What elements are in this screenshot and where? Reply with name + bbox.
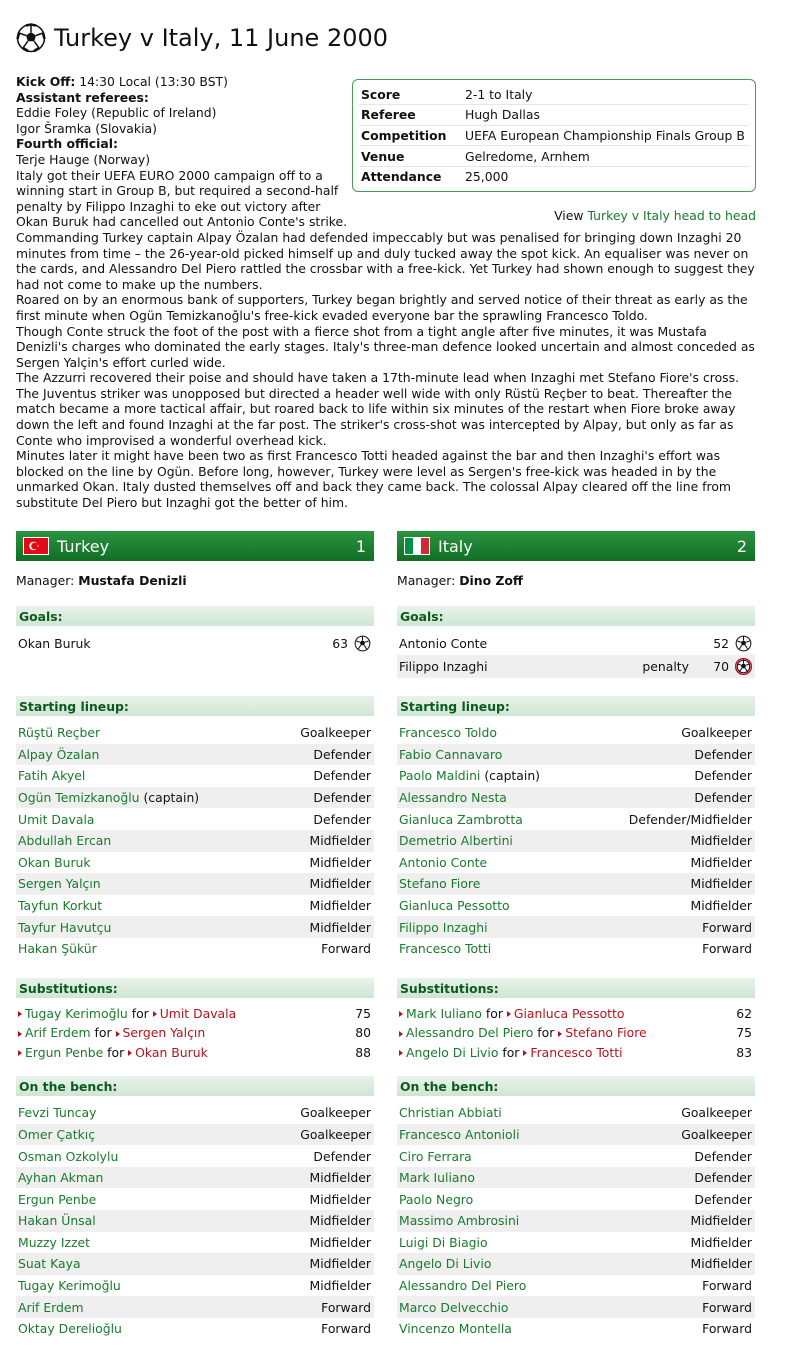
info-key: Competition: [359, 125, 463, 146]
goal-row: [397, 632, 755, 655]
manager-name: Mustafa Denizli: [78, 573, 187, 588]
bench-row: [16, 1167, 374, 1189]
lineup-row: [16, 744, 374, 766]
assistants-label: Assistant referees:: [16, 89, 149, 105]
sub-for-label: for: [537, 1025, 555, 1041]
lineup-header: Starting lineup:: [16, 696, 374, 716]
goal-minute: 63: [332, 636, 348, 651]
sub-minute: 88: [355, 1044, 371, 1060]
team-score: 1: [355, 536, 366, 556]
player-link[interactable]: Ciro Ferrara: [399, 1148, 472, 1164]
arrow-right-icon: [18, 1031, 22, 1037]
sub-on-link[interactable]: Mark Iuliano: [406, 1005, 482, 1021]
sub-on-link[interactable]: Alessandro Del Piero: [406, 1025, 534, 1041]
arrow-right-icon: [18, 1050, 22, 1056]
h2h-prefix: View: [554, 208, 584, 223]
bench-row: [397, 1167, 755, 1189]
player-link[interactable]: Umit Davala: [18, 811, 95, 827]
player-position: Midfielder: [309, 919, 371, 935]
player-position: Forward: [321, 1299, 371, 1315]
lineup-row: [397, 808, 755, 830]
player-link[interactable]: Hakan Ünsal: [18, 1213, 96, 1229]
player-link[interactable]: Tayfun Korkut: [18, 898, 103, 914]
player-link[interactable]: Sergen Yalçın: [18, 876, 101, 892]
manager-label: Manager:: [397, 573, 456, 588]
player-position: Defender: [313, 768, 371, 784]
player-position: Midfielder: [690, 833, 752, 849]
goal-scorer: Antonio Conte: [399, 636, 488, 651]
bench-row: [16, 1253, 374, 1275]
bench-row: [397, 1210, 755, 1232]
goal-row: [397, 655, 755, 678]
player-position: Defender: [694, 746, 752, 762]
team-name: Italy: [438, 536, 473, 556]
player-link[interactable]: Fatih Akyel: [18, 768, 86, 784]
manager-label: Manager:: [16, 573, 75, 588]
report-paragraph: Roared on by an enormous bank of supporters, Turkey began brightly and served notice of their threat as early as the first minute when Ogün Temizkanoğlu's free-kick evaded everyone bar the sprawling Francesco Toldo.: [16, 292, 748, 323]
substitution-row: [16, 1043, 374, 1063]
football-icon: [16, 23, 46, 53]
info-key: Score: [359, 84, 463, 105]
player-position: Goalkeeper: [300, 725, 371, 741]
lineup-row: [397, 938, 755, 960]
sub-for-label: for: [131, 1005, 149, 1021]
report-paragraph: The Azzurri recovered their poise and should have taken a 17th-minute lead when Inzaghi met Stefano Fiore's cross. The Juventus striker was unopposed but directed a header well wide with only Rüstü Reçber to beat. Thereafter the match became a more tactical affair, but roared back to life within six minutes of the restart when Fiore broke away down the left and found Inzaghi at the far post. The striker's cross-shot was intercepted by Alpay, but only as far as Conte who improvised a wonderful overhead kick.: [16, 370, 740, 448]
player-position: Defender: [313, 790, 371, 806]
report-paragraph: Commanding Turkey captain Alpay Özalan had defended impeccably but was penalised for bringing down Inzaghi 20 minutes from time – the 26-year-old picked himself up and duly tucked away the spot kick. An equaliser was never on the cards, and Alessandro Del Piero rattled the crossbar with a free-kick. Yet Turkey had shown enough to suggest they had not come to make up the numbers.: [16, 229, 755, 292]
lineup-row: [16, 895, 374, 917]
player-link[interactable]: Tugay Kerimoğlu: [18, 1278, 121, 1294]
goal-note: penalty: [642, 659, 689, 674]
assistant-referee-1: Eddie Foley (Republic of Ireland): [16, 105, 217, 121]
player-link[interactable]: Francesco Totti: [399, 941, 492, 957]
info-value: 2-1 to Italy: [463, 84, 749, 105]
player-position: Midfielder: [309, 1234, 371, 1250]
player-extra: (captain): [139, 790, 200, 806]
lineup-row: [397, 765, 755, 787]
player-position: Defender: [313, 1148, 371, 1164]
goal-minute: 70: [713, 659, 729, 674]
italy-flag-icon: [404, 537, 430, 555]
bench-row: [397, 1253, 755, 1275]
bench-row: [16, 1102, 374, 1124]
player-position: Midfielder: [690, 1213, 752, 1229]
bench-list: [16, 1102, 374, 1340]
player-link[interactable]: Alessandro Del Piero: [399, 1278, 527, 1294]
report-paragraph: Italy got their UEFA EURO 2000 campaign off to a winning start in Group B, but required a second-half penalty by Filippo Inzaghi to eke out victory after Okan Buruk had cancelled out Antonio Conte's strike.: [16, 167, 348, 230]
player-link[interactable]: Ergun Penbe: [18, 1191, 97, 1207]
player-position: Midfielder: [309, 1191, 371, 1207]
player-position: Defender: [313, 746, 371, 762]
player-link[interactable]: Mark Iuliano: [399, 1170, 475, 1186]
bench-row: [16, 1145, 374, 1167]
player-link[interactable]: Demetrio Albertini: [399, 833, 513, 849]
bench-row: [397, 1232, 755, 1254]
player-position: Midfielder: [309, 833, 371, 849]
player-position: Forward: [321, 941, 371, 957]
player-extra: (captain): [480, 768, 541, 784]
goals-header: Goals:: [397, 606, 755, 626]
player-link[interactable]: Alpay Özalan: [18, 746, 100, 762]
match-report: [16, 74, 758, 511]
sub-off-link[interactable]: Gianluca Pessotto: [513, 1005, 625, 1021]
player-position: Defender: [694, 1148, 752, 1164]
player-position: Goalkeeper: [300, 1126, 371, 1142]
substitutions-list: [397, 1004, 755, 1063]
player-position: Midfielder: [690, 854, 752, 870]
lineup-row: [397, 722, 755, 744]
player-position: Goalkeeper: [681, 725, 752, 741]
player-position: Defender: [694, 768, 752, 784]
sub-minute: 75: [736, 1025, 752, 1041]
manager-line: [397, 573, 755, 589]
fourth-official-label: Fourth official:: [16, 136, 118, 152]
bench-row: [397, 1124, 755, 1146]
arrow-right-icon: [399, 1050, 403, 1056]
info-key: Referee: [359, 105, 463, 126]
team-panel-home: [16, 531, 374, 1340]
manager-line: [16, 573, 374, 589]
sub-for-label: for: [107, 1044, 125, 1060]
substitution-row: [16, 1023, 374, 1043]
player-position: Forward: [702, 941, 752, 957]
substitution-row: [397, 1023, 755, 1043]
sub-off-link[interactable]: Stefano Fiore: [565, 1025, 647, 1041]
arrow-right-icon: [116, 1031, 120, 1037]
player-link[interactable]: Hakan Şükür: [18, 941, 97, 957]
arrow-right-icon: [558, 1031, 562, 1037]
player-link[interactable]: Luigi Di Biagio: [399, 1234, 488, 1250]
arrow-right-icon: [523, 1050, 527, 1056]
lineup-row: [397, 744, 755, 766]
player-position: Forward: [702, 919, 752, 935]
page-header: [16, 22, 388, 54]
info-key: Attendance: [361, 169, 442, 185]
bench-row: [397, 1145, 755, 1167]
sub-for-label: for: [502, 1044, 520, 1060]
sub-on-link[interactable]: Ergun Penbe: [25, 1044, 104, 1060]
team-name: Turkey: [57, 536, 110, 556]
player-position: Defender: [694, 1191, 752, 1207]
player-position: Midfielder: [309, 1278, 371, 1294]
sub-on-link[interactable]: Angelo Di Livio: [406, 1044, 499, 1060]
bench-row: [16, 1188, 374, 1210]
sub-minute: 75: [355, 1005, 371, 1021]
player-position: Midfielder: [690, 1234, 752, 1250]
bench-row: [16, 1232, 374, 1254]
player-position: Forward: [321, 1321, 371, 1337]
penalty-football-icon: [735, 658, 752, 675]
bench-row: [16, 1210, 374, 1232]
player-link[interactable]: Omer Çatkıç: [18, 1126, 96, 1142]
substitutions-header: Substitutions:: [397, 978, 755, 998]
lineup-row: [397, 895, 755, 917]
sub-minute: 83: [736, 1044, 752, 1060]
player-link[interactable]: Ogün Temizkanoğlu: [18, 790, 140, 806]
arrow-right-icon: [507, 1011, 511, 1017]
turkey-flag-icon: [23, 537, 49, 555]
team-panel-away: [397, 531, 755, 1340]
player-position: Midfielder: [309, 898, 371, 914]
player-link[interactable]: Francesco Antonioli: [399, 1126, 520, 1142]
bench-header: On the bench:: [16, 1076, 374, 1096]
substitutions-list: [16, 1004, 374, 1063]
player-link[interactable]: Paolo Negro: [399, 1191, 474, 1207]
sub-on-link[interactable]: Tugay Kerimoğlu: [25, 1005, 128, 1021]
lineup-row: [16, 873, 374, 895]
goals-list: [397, 632, 755, 678]
player-position: Midfielder: [690, 1256, 752, 1272]
player-position: Midfielder: [309, 1256, 371, 1272]
player-link[interactable]: Okan Buruk: [18, 854, 91, 870]
kickoff-label: Kick Off:: [16, 74, 76, 89]
lineup-row: [16, 808, 374, 830]
player-link[interactable]: Stefano Fiore: [399, 876, 481, 892]
player-position: Midfielder: [309, 1213, 371, 1229]
bench-row: [397, 1102, 755, 1124]
player-link[interactable]: Filippo Inzaghi: [399, 919, 488, 935]
player-link[interactable]: Antonio Conte: [399, 854, 488, 870]
arrow-right-icon: [399, 1011, 403, 1017]
player-position: Defender/Midfielder: [628, 811, 752, 827]
player-position: Midfielder: [690, 876, 752, 892]
bench-row: [16, 1318, 374, 1340]
sub-for-label: for: [94, 1025, 112, 1041]
arrow-right-icon: [128, 1050, 132, 1056]
lineup-row: [16, 830, 374, 852]
lineup-row: [16, 722, 374, 744]
team-score: 2: [736, 536, 747, 556]
sub-off-link[interactable]: Okan Buruk: [135, 1044, 208, 1060]
player-link[interactable]: Angelo Di Livio: [399, 1256, 492, 1272]
player-link[interactable]: Abdullah Ercan: [18, 833, 112, 849]
bench-header: On the bench:: [397, 1076, 755, 1096]
player-position: Midfielder: [309, 1170, 371, 1186]
sub-off-link[interactable]: Umit Davala: [159, 1005, 237, 1021]
player-link[interactable]: Vincenzo Montella: [399, 1321, 512, 1337]
bench-row: [397, 1275, 755, 1297]
lineup-row: [397, 916, 755, 938]
player-link[interactable]: Ayhan Akman: [18, 1170, 104, 1186]
substitutions-header: Substitutions:: [16, 978, 374, 998]
sub-minute: 62: [736, 1005, 752, 1021]
goals-list: [16, 632, 374, 655]
lineup-row: [397, 787, 755, 809]
lineup-list: [397, 722, 755, 960]
goal-row: [16, 632, 374, 655]
player-link[interactable]: Tayfur Havutçu: [18, 919, 112, 935]
player-position: Defender: [313, 811, 371, 827]
goal-minute: 52: [713, 636, 729, 651]
player-link[interactable]: Osman Ozkolylu: [18, 1148, 119, 1164]
assistant-referee-2: Igor Šramka (Slovakia): [16, 120, 157, 136]
player-link[interactable]: Suat Kaya: [18, 1256, 81, 1272]
fourth-official: Terje Hauge (Norway): [16, 151, 151, 167]
player-link[interactable]: Gianluca Pessotto: [399, 898, 510, 914]
bench-row: [397, 1318, 755, 1340]
substitution-row: [397, 1043, 755, 1063]
lineup-list: [16, 722, 374, 960]
info-value: Gelredome, Arnhem: [463, 146, 749, 167]
lineup-row: [397, 852, 755, 874]
player-position: Goalkeeper: [300, 1105, 371, 1121]
bench-row: [16, 1275, 374, 1297]
sub-off-link[interactable]: Sergen Yalçın: [122, 1025, 206, 1041]
info-value: 25,000: [465, 169, 509, 185]
bench-row: [397, 1188, 755, 1210]
head-to-head-link[interactable]: Turkey v Italy head to head: [587, 208, 756, 223]
player-link[interactable]: Christian Abbiati: [399, 1105, 502, 1121]
report-paragraph: Minutes later it might have been two as first Francesco Totti headed against the bar and then Inzaghi's effort was blocked on the line by Ogün. Before long, however, Turkey were level as Sergen's free-kick was headed in by the unmarked Okan. Italy dusted themselves off and back they came back. The colossal Alpay cleared off the line from substitute Del Piero but Inzaghi got the better of him.: [16, 448, 731, 511]
player-position: Defender: [694, 790, 752, 806]
goal-scorer: Filippo Inzaghi: [399, 659, 488, 674]
bench-list: [397, 1102, 755, 1340]
player-position: Defender: [694, 1170, 752, 1186]
football-icon: [354, 635, 371, 652]
player-position: Midfielder: [309, 854, 371, 870]
arrow-right-icon: [18, 1011, 22, 1017]
sub-off-link[interactable]: Francesco Totti: [530, 1044, 623, 1060]
player-link[interactable]: Marco Delvecchio: [399, 1299, 509, 1315]
player-link[interactable]: Muzzy Izzet: [18, 1234, 90, 1250]
sub-minute: 80: [355, 1025, 371, 1041]
substitution-row: [397, 1004, 755, 1024]
lineup-row: [397, 830, 755, 852]
player-link[interactable]: Paolo Maldini: [399, 768, 481, 784]
kickoff-value: 14:30 Local (13:30 BST): [79, 74, 228, 89]
player-link[interactable]: Rüştü Reçber: [18, 725, 101, 741]
goals-header: Goals:: [16, 606, 374, 626]
page-title: Turkey v Italy, 11 June 2000: [54, 24, 389, 52]
player-position: Midfielder: [309, 876, 371, 892]
arrow-right-icon: [399, 1031, 403, 1037]
bench-row: [16, 1296, 374, 1318]
player-link[interactable]: Massimo Ambrosini: [399, 1213, 520, 1229]
lineup-header: Starting lineup:: [397, 696, 755, 716]
sub-for-label: for: [485, 1005, 503, 1021]
player-link[interactable]: Gianluca Zambrotta: [399, 811, 523, 827]
goal-scorer: Okan Buruk: [18, 636, 91, 651]
player-link[interactable]: Alessandro Nesta: [399, 790, 507, 806]
player-position: Forward: [702, 1299, 752, 1315]
player-link[interactable]: Fevzi Tuncay: [18, 1105, 97, 1121]
lineup-row: [16, 852, 374, 874]
player-link[interactable]: Oktay Derelioğlu: [18, 1321, 122, 1337]
team-header: [397, 531, 755, 561]
bench-row: [16, 1124, 374, 1146]
sub-on-link[interactable]: Arif Erdem: [25, 1025, 91, 1041]
player-position: Goalkeeper: [681, 1105, 752, 1121]
team-header: [16, 531, 374, 561]
lineup-row: [16, 938, 374, 960]
lineup-row: [16, 916, 374, 938]
bench-row: [397, 1296, 755, 1318]
lineup-row: [16, 787, 374, 809]
info-key: Venue: [359, 146, 463, 167]
player-position: Forward: [702, 1321, 752, 1337]
player-link[interactable]: Arif Erdem: [18, 1299, 84, 1315]
arrow-right-icon: [153, 1011, 157, 1017]
report-paragraph: Though Conte struck the foot of the post with a fierce shot from a tight angle after five minutes, it was Mustafa Denizli's charges who dominated the early stages. Italy's three-man defence looked uncertain and almost conceded as Sergen Yalçin's effort curled wide.: [16, 323, 755, 370]
player-position: Goalkeeper: [681, 1126, 752, 1142]
player-position: Forward: [702, 1278, 752, 1294]
info-value: UEFA European Championship Finals Group B: [463, 125, 749, 146]
manager-name: Dino Zoff: [459, 573, 523, 588]
player-link[interactable]: Francesco Toldo: [399, 725, 497, 741]
player-link[interactable]: Fabio Cannavaro: [399, 746, 503, 762]
substitution-row: [16, 1004, 374, 1024]
lineup-row: [397, 873, 755, 895]
football-icon: [735, 635, 752, 652]
info-value: Hugh Dallas: [463, 105, 749, 126]
lineup-row: [16, 765, 374, 787]
player-position: Midfielder: [690, 898, 752, 914]
